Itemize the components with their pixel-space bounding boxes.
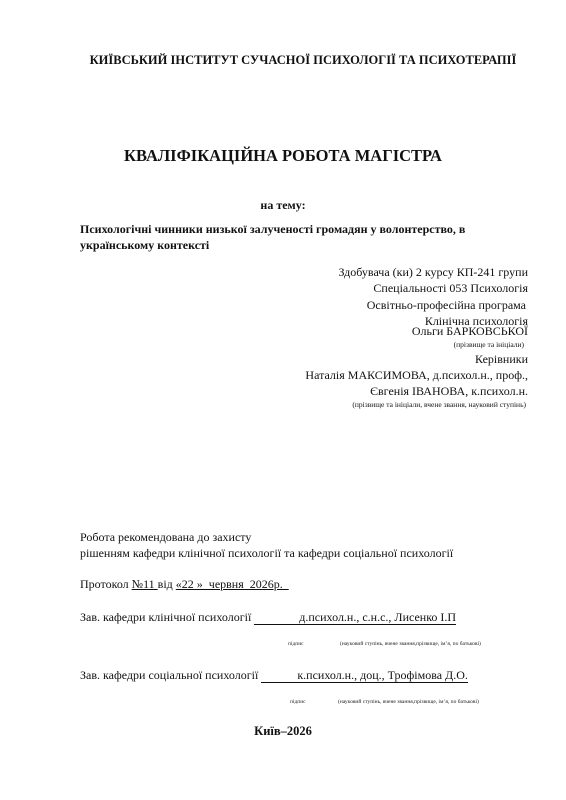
author-name: Ольги БАРКОВСЬКОЇ — [411, 324, 528, 338]
author-line-2: Спеціальності 053 Психологія — [373, 281, 528, 295]
supervisors-label: Керівники — [475, 352, 528, 366]
work-title: КВАЛІФІКАЦІЙНА РОБОТА МАГІСТРА — [124, 146, 442, 165]
supervisors-note: (прізвище та ініціали, вчене звання, науковий ступінь) — [352, 400, 526, 409]
topic-label: на тему: — [260, 198, 306, 212]
head-clinical-line — [80, 610, 456, 625]
head-clinical-degree-note: (науковий ступінь, вчене звання,прізвище, ім’я, по батькові) — [340, 641, 481, 647]
author-line-4: Клінічна психологія — [424, 314, 528, 328]
recommendation-line-2: рішенням кафедри клінічної психології та кафедри соціальної психології — [80, 546, 454, 560]
supervisor-1: Наталія МАКСИМОВА, д.психол.н., проф., — [305, 368, 528, 382]
protocol-from: від — [157, 577, 176, 591]
head-social-sign-note: підпис — [290, 699, 306, 705]
author-line-3: Освітньо-професійна програма — [366, 298, 526, 312]
institute-name: КИЇВСЬКИЙ ІНСТИТУТ СУЧАСНОЇ ПСИХОЛОГІЇ ТА ПСИХОТЕРАПІЇ — [89, 53, 517, 67]
head-clinical-label: Зав. кафедри клінічної психології — [80, 610, 255, 624]
topic-text: Психологічні чинники низької залученості громадян у волонтерство, в українському контексті — [80, 222, 466, 252]
supervisor-2: Євгенія ІВАНОВА, к.психол.н. — [370, 384, 528, 398]
recommendation-line-1: Робота рекомендована до захисту — [80, 530, 252, 544]
author-line-1: Здобувача (ки) 2 курсу КП-241 групи — [338, 265, 528, 279]
head-social-label: Зав. кафедри соціальної психології — [80, 668, 262, 682]
author-name-note: (прізвище та ініціали) — [453, 340, 524, 349]
head-social-line — [80, 668, 468, 683]
head-clinical-value: д.психол.н., с.н.с., Лисенко І.П — [254, 610, 457, 624]
protocol-date: «22 » червня 2026р. — [175, 577, 289, 591]
head-social-degree-note: (науковий ступінь, вчене звання,прізвище, ім’я, по батькові) — [338, 699, 479, 705]
head-clinical-sign-note: підпис — [288, 641, 304, 647]
protocol-number: №11 — [131, 577, 158, 591]
city-year: Київ–2026 — [254, 724, 312, 738]
head-social-value: к.психол.н., доц., Трофімова Д.О. — [261, 668, 468, 682]
protocol-line — [80, 577, 289, 592]
protocol-label: Протокол — [80, 577, 132, 591]
